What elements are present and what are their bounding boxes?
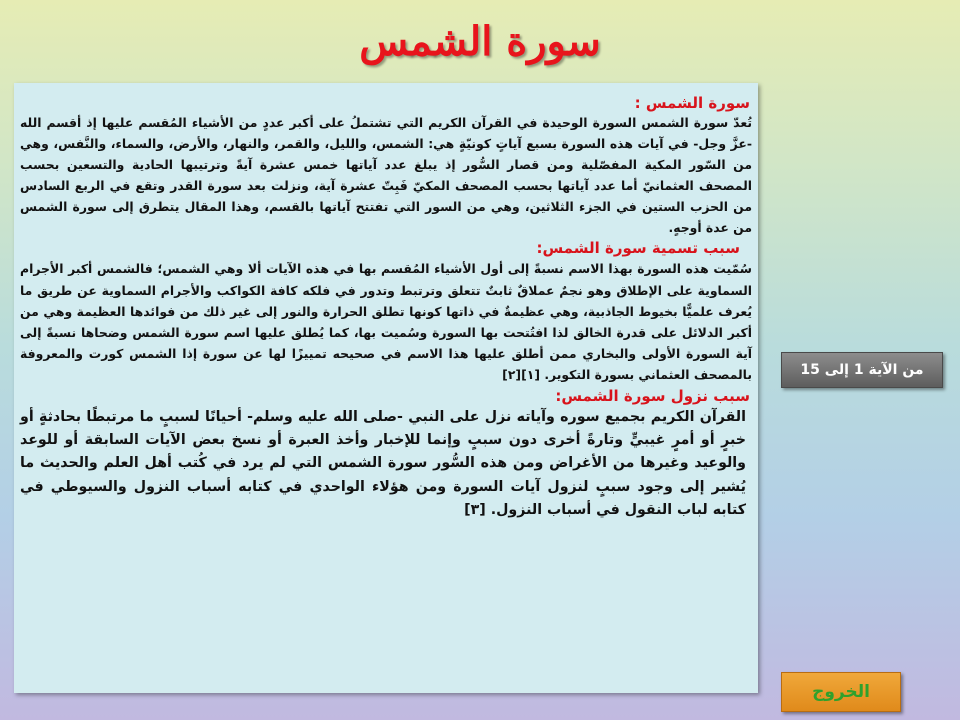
section-heading-revelation: سبب نزول سورة الشمس: — [555, 386, 750, 405]
section-body-naming-text: سُمّيت هذه السورة بهذا الاسم نسبةً إلى أول الأشياء المُقسم بها في هذه الآيات ألا وهي الشمس؛ فالشمس أكبر الأجرام السماوية على الإطلاق وهو نجمٌ عملاقٌ ثابتٌ تتعلق وترتبط وتدور في فلكه كافة الكواكب والأجرام السماوية عن طريق ما يُعرف علميًّا بخيوط الجاذبية، وهي عظيمةٌ في ذاتها كونها تطلق الحرارة والنور إلى غير ذلك من فوائدها العظيمة وهي من أكبر الدلائل على قدرة الخالق لذا افتُتحت بها السورة وسُميت بها، كما يُطلق عليها اسم سورة الشمس وضحاها نسبةً إلى آية السورة الأولى والبخاري ممن أطلق عليها هذا الاسم في صحيحه تمييزًا لها عن سورة إذا الشمس كورت والمعروفة بالمصحف العثماني بسورة التكوير. — [20, 261, 752, 383]
section-body-surah: تُعدّ سورة الشمس السورة الوحيدة في القرآن الكريم التي تشتملُ على أكبر عددٍ من الأشياء المُقسم عليها إذ أقسم الله -عزَّ وجل- في آيات هذه السورة بسبع آياتٍ كونيّةٍ هي: الشمس، والليل، والقمر، والنهار، والأرض، والسماء، والنَّفس، وهي من السّور المكية المفصّلية ومن قصار السُّور إذ يبلغ عدد آياتها خمس عشرة آيةً وترتيبها الحادية والتسعين بحسب المصحف العثمانيّ أما عدد آياتها بحسب المصحف المكيّ فَبِتّ عشرة آية، ونزلت بعد سورة القدر وتقع في الربع السادس من الحزب الستين في الجزء الثلاثين، وهي من السور التي تفتتح آياتها بالقسم، وهذا المقال يتطرق إلى سورة الشمس من عدة أوجهٍ. — [20, 115, 752, 235]
content-text — [20, 93, 752, 522]
verse-range-label: من الآية 1 إلى 15 — [781, 352, 943, 388]
section-body-revelation — [20, 406, 752, 522]
slide-title: سورة الشمس — [359, 18, 601, 65]
exit-button[interactable]: الخروج — [781, 672, 901, 712]
section-body-revelation-text: القرآن الكريم بجميع سوره وآياته نزل على النبي -صلى الله عليه وسلم- أحيانًا لسببٍ ما مرتبطًا بحادثةٍ أو خبرٍ أو أمرٍ غيبيٍّ وتارةً أخرى دون سببٍ وإنما للإخبار وأخذ العبرة أو نسخ بعض الآيات السابقة أو للوعد والوعيد وغيرها من الأغراض ومن هذه السُّور سورة الشمس التي لم يرد في كُتب أهل العلم والحديث ما يُشير إلى وجود سببٍ لنزول آيات السورة ومن هؤلاء الواحدي في كتابه أسباب النزول والسيوطي في كتابه لباب النقول في أسباب النزول. — [20, 408, 746, 518]
section-body-naming — [20, 258, 752, 385]
footnote-refs[interactable]: [١][٢] — [502, 367, 540, 383]
content-panel — [14, 83, 758, 693]
section-heading-naming: سبب تسمية سورة الشمس: — [536, 239, 740, 258]
section-heading-surah: سورة الشمس : — [634, 94, 750, 112]
footnote-ref[interactable]: [٣] — [464, 501, 486, 518]
